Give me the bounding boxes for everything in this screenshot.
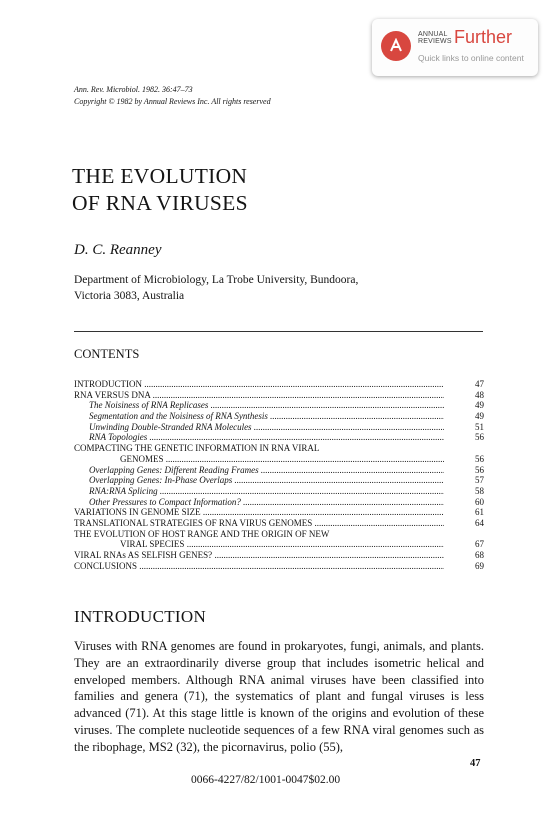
toc-entry[interactable]: Overlapping Genes: In-Phase Overlaps ..... 57 xyxy=(74,475,484,486)
annual-reviews-wordmark: ANNUAL REVIEWS xyxy=(418,31,452,45)
toc-entry[interactable]: RNA Topologies ..... 56 xyxy=(74,432,484,443)
toc-entry[interactable]: COMPACTING THE GENETIC INFORMATION IN RNA VIRAL xyxy=(74,443,320,454)
toc-entry[interactable]: THE EVOLUTION OF HOST RANGE AND THE ORIGIN OF NEW xyxy=(74,528,330,539)
toc-entry[interactable]: INTRODUCTION ..... 47 xyxy=(74,379,484,390)
divider xyxy=(74,331,483,332)
toc-entry[interactable]: Segmentation and the Noisiness of RNA Synthesis ..... 49 xyxy=(74,411,484,422)
annual-reviews-logo-icon xyxy=(381,31,411,61)
toc-entry[interactable]: VARIATIONS IN GENOME SIZE ..... 61 xyxy=(74,507,484,518)
toc-entry[interactable]: GENOMES ..... 56 xyxy=(74,454,484,465)
toc-entry[interactable]: RNA VERSUS DNA ..... 48 xyxy=(74,390,484,401)
toc-entry[interactable]: Other Pressures to Compact Information? ..... 60 xyxy=(74,497,484,508)
citation-line-1: Ann. Rev. Microbiol. 1982. 36:47–73 xyxy=(74,85,193,94)
further-label: Further xyxy=(454,27,513,47)
table-of-contents xyxy=(74,379,484,571)
toc-entry[interactable]: Unwinding Double-Stranded RNA Molecules ..... 51 xyxy=(74,422,484,433)
contents-heading: CONTENTS xyxy=(74,347,140,361)
body-paragraph: Viruses with RNA genomes are found in prokaryotes, fungi, animals, and plants. They are an extraordinarily diverse group that includes isometric helical and enveloped members. Although RNA animal viruses have been classified into families and genera (71), the systematics of plant and fungal viruses is less advanced (71). At this stage little is known of the origins and evolution of these viruses. The complete nucleotide sequences of a few RNA viral genomes such as the ribophage, MS2 (32), the picornavirus, polio (55), xyxy=(74,639,484,754)
toc-entry[interactable]: TRANSLATIONAL STRATEGIES OF RNA VIRUS GENOMES ..... 64 xyxy=(74,518,484,529)
toc-entry[interactable]: The Noisiness of RNA Replicases ..... 49 xyxy=(74,400,484,411)
footer-code: 0066-4227/82/1001-0047$02.00 xyxy=(191,774,341,786)
further-banner[interactable] xyxy=(372,19,538,76)
section-heading: INTRODUCTION xyxy=(74,607,207,626)
toc-entry[interactable]: CONCLUSIONS ..... 69 xyxy=(74,561,484,572)
author-name: D. C. Reanney xyxy=(74,242,162,258)
toc-entry[interactable]: Overlapping Genes: Different Reading Frames ..... 56 xyxy=(74,465,484,476)
affiliation: Department of Microbiology, La Trobe University, Bundoora, Victoria 3083, Australia xyxy=(74,274,359,302)
quick-links-label: Quick links to online content xyxy=(418,53,524,63)
article-title: THE EVOLUTION OF RNA VIRUSES xyxy=(72,164,248,215)
page-number: 47 xyxy=(470,758,481,769)
toc-entry[interactable]: RNA:RNA Splicing ..... 58 xyxy=(74,486,484,497)
citation-line-2: Copyright © 1982 by Annual Reviews Inc. All rights reserved xyxy=(74,97,271,106)
toc-entry[interactable]: VIRAL RNAs AS SELFISH GENES? ..... 68 xyxy=(74,550,484,561)
toc-entry[interactable]: VIRAL SPECIES ..... 67 xyxy=(74,539,484,550)
